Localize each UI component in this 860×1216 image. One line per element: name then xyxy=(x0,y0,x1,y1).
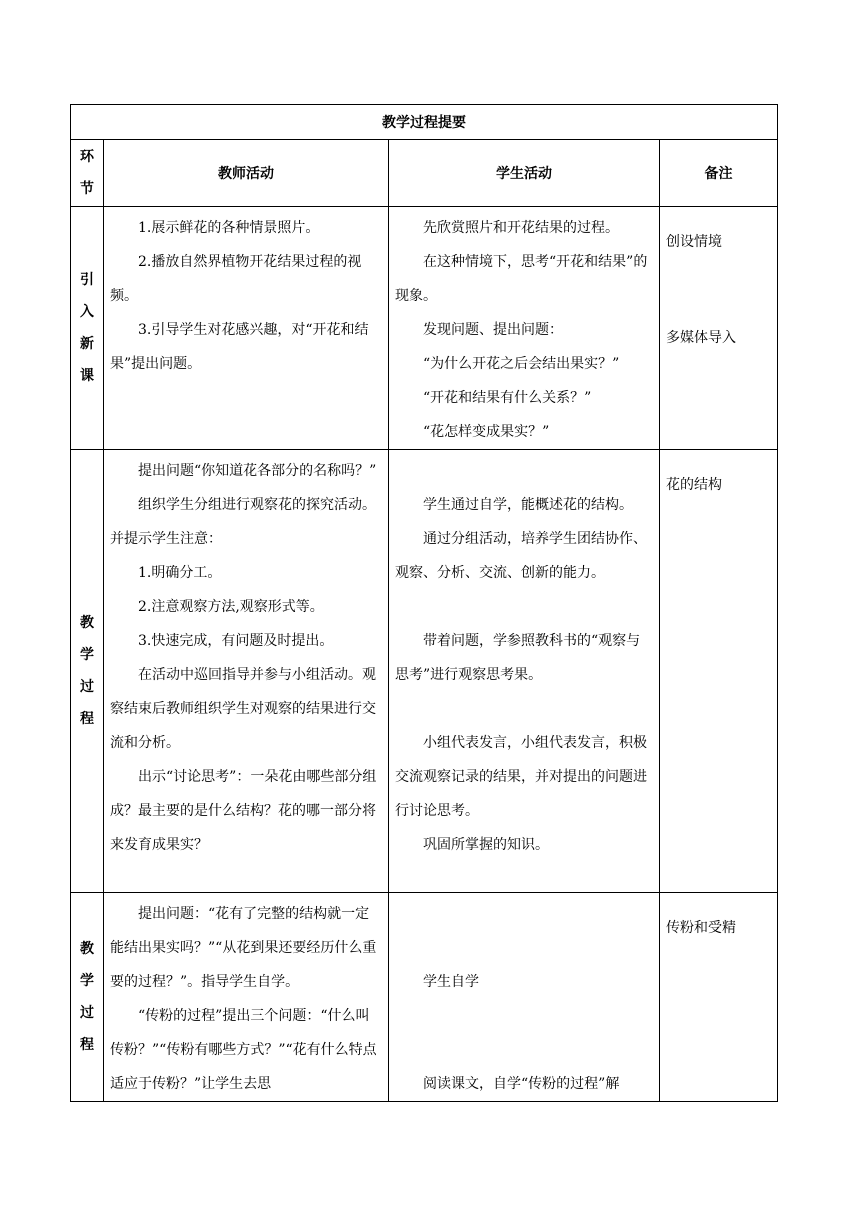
header-student: 学生活动 xyxy=(389,140,660,207)
header-stage: 环 节 xyxy=(71,140,104,207)
teacher-activity-cell: 提出问题“你知道花各部分的名称吗？” 组织学生分组进行观察花的探究活动。并提示学生注意： 1.明确分工。 2.注意观察方法,观察形式等。 3.快速完成，有问题及时提出。 在活动中巡回指导并参与小组活动。观察结束后教师组织学生对观察的结果进行交流和分析。 出示“讨论思考”：一朵花由哪些部分组成？最主要的是什么结构？花的哪一部分将来发育成果实？ xyxy=(104,450,389,893)
table-title: 教学过程提要 xyxy=(71,105,778,140)
table-row xyxy=(71,450,778,893)
student-activity-cell: 学生通过自学，能概述花的结构。 通过分组活动，培养学生团结协作、观察、分析、交流、创新的能力。 带着问题，学参照教科书的“观察与思考”进行观察思考果。 小组代表发言，小组代表发言，积极交流观察记录的结果，并对提出的问题进行讨论思考。 巩固所掌握的知识。 xyxy=(389,450,660,893)
student-activity-cell: 学生自学 阅读课文，自学“传粉的过程”解 xyxy=(389,893,660,1102)
teacher-activity-cell: 1.展示鲜花的各种情景照片。 2.播放自然界植物开花结果过程的视频。 3.引导学生对花感兴趣，对“开花和结果”提出问题。 xyxy=(104,207,389,450)
lesson-process-table xyxy=(70,104,778,1102)
student-activity-cell: 先欣赏照片和开花结果的过程。 在这种情境下，思考“开花和结果”的现象。 发现问题、提出问题： “为什么开花之后会结出果实？” “开花和结果有什么关系？” “花怎样变成果实？” xyxy=(389,207,660,450)
teacher-activity-cell: 提出问题：“花有了完整的结构就一定能结出果实吗？”“从花到果还要经历什么重要的过程？”。指导学生自学。 “传粉的过程”提出三个问题：“什么叫传粉？”“传粉有哪些方式？”“花有什么特点适应于传粉？”让学生去思 xyxy=(104,893,389,1102)
notes-cell: 创设情境 多媒体导入 xyxy=(660,207,778,450)
notes-cell: 花的结构 xyxy=(660,450,778,893)
stage-cell: 教 学 过 程 xyxy=(71,893,104,1102)
header-teacher: 教师活动 xyxy=(104,140,389,207)
stage-cell: 引 入 新 课 xyxy=(71,207,104,450)
stage-cell: 教 学 过 程 xyxy=(71,450,104,893)
notes-cell: 传粉和受精 xyxy=(660,893,778,1102)
table-row xyxy=(71,207,778,450)
header-notes: 备注 xyxy=(660,140,778,207)
table-row xyxy=(71,893,778,1102)
